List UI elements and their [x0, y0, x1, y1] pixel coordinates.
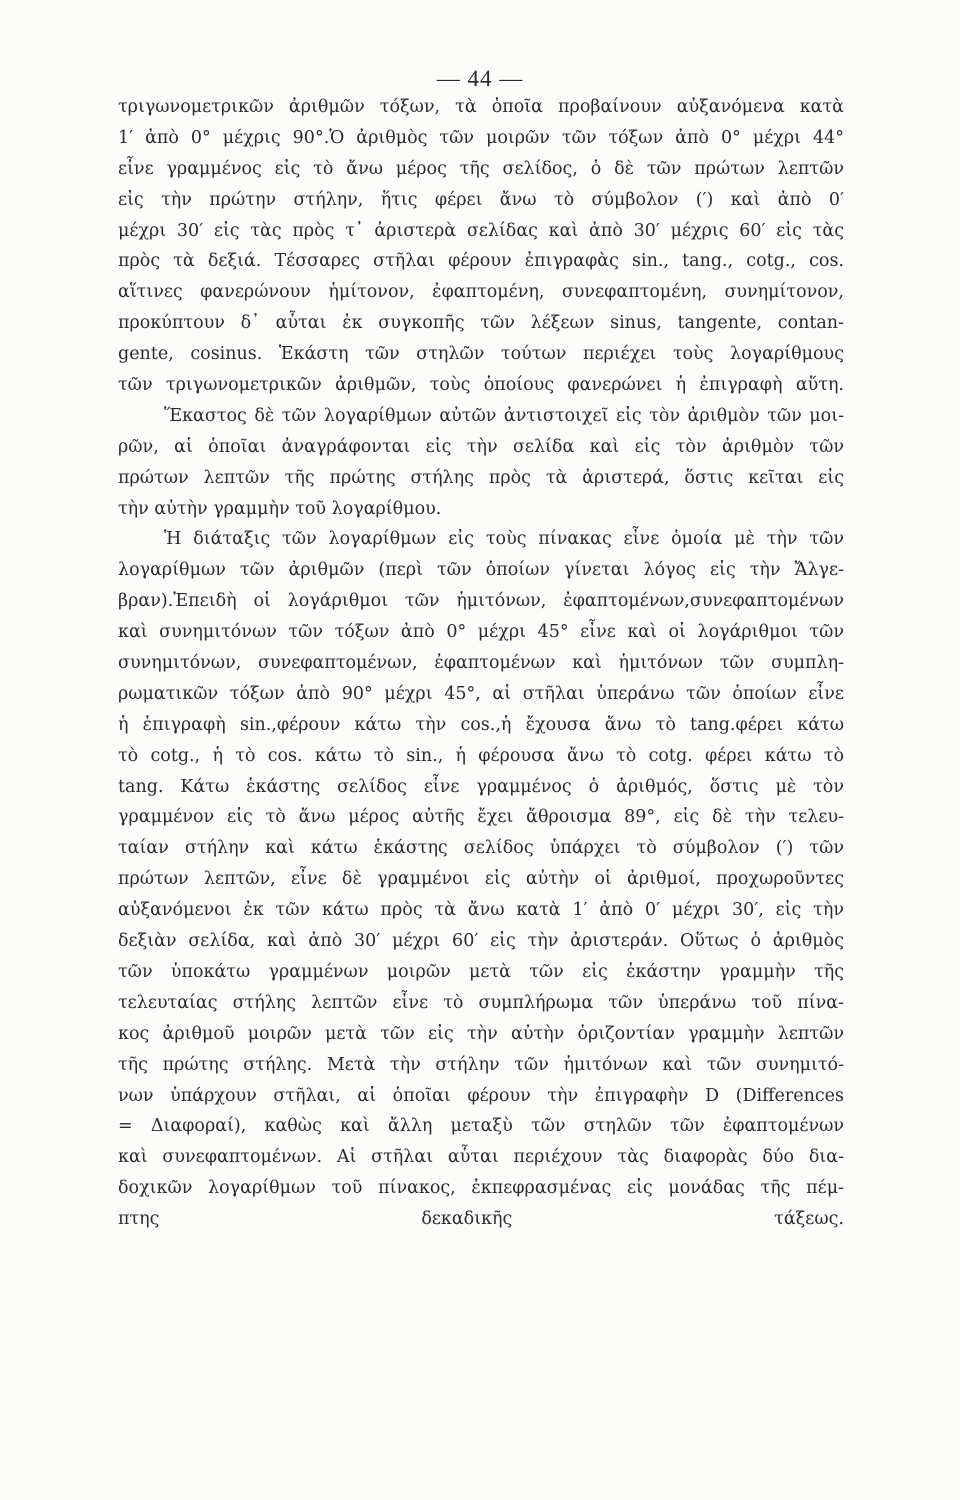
text-line: Ἡ διάταξις τῶν λογαρίθμων εἰς τοὺς πίνακας εἶνε ὁμοία μὲ τὴν τῶν	[164, 529, 844, 550]
text-line: πρώτων λεπτῶν, εἶνε δὲ γραμμένοι εἰς αὐτὴν οἱ ἀριθμοί, προχωροῦντες	[118, 869, 844, 890]
body-text	[118, 92, 844, 1266]
text-line: αἵτινες φανερώνουν ἡμίτονον, ἐφαπτομένη, συνεφαπτομένη, συνημίτονον,	[118, 282, 844, 303]
text-line: τῶν ὑποκάτω γραμμένων μοιρῶν μετὰ τῶν εἰς ἑκάστην γραμμὴν τῆς	[118, 961, 844, 982]
text-line: τῶν τριγωνομετρικῶν ἀριθμῶν, τοὺς ὁποίους φανερώνει ἡ ἐπιγραφὴ αὕτη.	[118, 375, 844, 396]
text-line: τὴν αὐτὴν γραμμὴν τοῦ λογαρίθμου.	[118, 498, 442, 519]
text-line: δοχικῶν λογαρίθμων τοῦ πίνακος, ἐκπεφρασμένας εἰς μονάδας τῆς πέμ-	[118, 1178, 844, 1199]
text-line: κος ἀριθμοῦ μοιρῶν μετὰ τῶν εἰς τὴν αὐτὴν ὁριζοντίαν γραμμὴν λεπτῶν	[118, 1023, 844, 1044]
text-line: πρώτων λεπτῶν τῆς πρώτης στήλης πρὸς τὰ ἀριστερά, ὅστις κεῖται εἰς	[118, 467, 844, 488]
text-line: πτης δεκαδικῆς τάξεως.	[118, 1209, 844, 1230]
text-line: τελευταίας στήλης λεπτῶν εἶνε τὸ συμπλήρωμα τῶν ὑπεράνω τοῦ πίνα-	[118, 992, 844, 1013]
text-line: ρῶν, αἱ ὁποῖαι ἀναγράφονται εἰς τὴν σελίδα καὶ εἰς τὸν ἀριθμὸν τῶν	[118, 436, 844, 457]
text-line: = Διαφοραί), καθὼς καὶ ἄλλη μεταξὺ τῶν στηλῶν τῶν ἐφαπτομένων	[118, 1116, 844, 1137]
text-line: ἡ ἐπιγραφὴ sin.,φέρουν κάτω τὴν cos.,ἡ ἔχουσα ἄνω τὸ tang.φέρει κάτω	[118, 714, 844, 735]
text-line: προκύπτουν δ᾽ αὗται ἐκ συγκοπῆς τῶν λέξεων sinus, tangente, contan-	[118, 313, 844, 334]
text-line: tang. Κάτω ἑκάστης σελίδος εἶνε γραμμένος ὁ ἀριθμός, ὅστις μὲ τὸν	[118, 776, 844, 797]
page-number: — 44 —	[436, 66, 524, 91]
text-line: 1′ ἀπὸ 0° μέχρις 90°.Ὁ ἀριθμὸς τῶν μοιρῶν τῶν τόξων ἀπὸ 0° μέχρι 44°	[118, 127, 844, 148]
text-line: gente, cosinus. Ἑκάστη τῶν στηλῶν τούτων περιέχει τοὺς λογαρίθμους	[118, 344, 844, 365]
text-line: αὐξανόμενοι ἐκ τῶν κάτω πρὸς τὰ ἄνω κατὰ 1′ ἀπὸ 0′ μέχρι 30′, εἰς τὴν	[118, 900, 844, 921]
text-line: Ἕκαστος δὲ τῶν λογαρίθμων αὐτῶν ἀντιστοιχεῖ εἰς τὸν ἀριθμὸν τῶν μοι-	[164, 405, 844, 426]
text-line: καὶ συνεφαπτομένων. Αἱ στῆλαι αὗται περιέχουν τὰς διαφορὰς δύο δια-	[118, 1147, 844, 1168]
text-line: εἰς τὴν πρώτην στήλην, ἥτις φέρει ἄνω τὸ σύμβολον (′) καὶ ἀπὸ 0′	[118, 189, 844, 210]
text-line: τριγωνομετρικῶν ἀριθμῶν τόξων, τὰ ὁποῖα προβαίνουν αὐξανόμενα κατὰ	[118, 97, 844, 117]
text-line: λογαρίθμων τῶν ἀριθμῶν (περὶ τῶν ὁποίων γίνεται λόγος εἰς τὴν Ἄλγε-	[118, 560, 844, 581]
text-line: βραν).Ἐπειδὴ οἱ λογάριθμοι τῶν ἡμιτόνων, ἐφαπτομένων,συνεφαπτομένων	[118, 591, 844, 612]
text-line: νων ὑπάρχουν στῆλαι, αἱ ὁποῖαι φέρουν τὴν ἐπιγραφὴν D (Differences	[118, 1085, 844, 1106]
text-line: τὸ cotg., ἡ τὸ cos. κάτω τὸ sin., ἡ φέρουσα ἄνω τὸ cotg. φέρει κάτω τὸ	[118, 745, 844, 766]
text-line: συνημιτόνων, συνεφαπτομένων, ἐφαπτομένων καὶ ἡμιτόνων τῶν συμπλη-	[118, 653, 844, 674]
text-line: δεξιὰν σελίδα, καὶ ἀπὸ 30′ μέχρι 60′ εἰς τὴν ἀριστεράν. Οὕτως ὁ ἀριθμὸς	[118, 931, 844, 952]
text-line: πρὸς τὰ δεξιά. Τέσσαρες στῆλαι φέρουν ἐπιγραφὰς sin., tang., cotg., cos.	[118, 251, 844, 272]
text-line: γραμμένον εἰς τὸ ἄνω μέρος αὐτῆς ἔχει ἄθροισμα 89°, εἰς δὲ τὴν τελευ-	[118, 807, 844, 828]
text-line: μέχρι 30′ εἰς τὰς πρὸς τ᾽ ἀριστερὰ σελίδας καὶ ἀπὸ 30′ μέχρις 60′ εἰς τὰς	[118, 220, 844, 241]
text-line: ρωματικῶν τόξων ἀπὸ 90° μέχρι 45°, αἱ στῆλαι ὑπεράνω τῶν ὁποίων εἶνε	[118, 683, 844, 704]
text-line: εἶνε γραμμένος εἰς τὸ ἄνω μέρος τῆς σελίδος, ὁ δὲ τῶν πρώτων λεπτῶν	[118, 158, 844, 179]
text-line: τῆς πρώτης στήλης. Μετὰ τὴν στήλην τῶν ἡμιτόνων καὶ τῶν συνημιτό-	[118, 1054, 844, 1075]
text-line: ταίαν στήλην καὶ κάτω ἑκάστης σελίδος ὑπάρχει τὸ σύμβολον (′) τῶν	[118, 838, 844, 859]
text-line	[118, 1235, 844, 1266]
text-line: καὶ συνημιτόνων τῶν τόξων ἀπὸ 0° μέχρι 45° εἶνε καὶ οἱ λογάριθμοι τῶν	[118, 622, 844, 643]
